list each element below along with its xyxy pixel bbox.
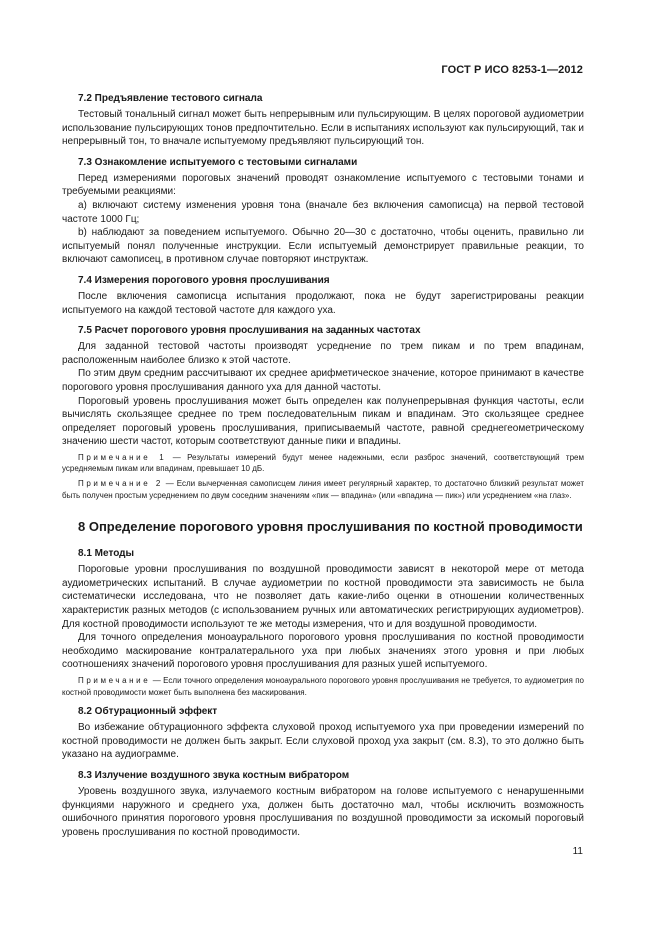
paragraph: Для точного определения моноаурального порогового уровня прослушивания по костной проводимости необходимо маскирование контралатерального уха при любых значениях этого уровня и при любых соотношениях значений порогового уровня прослушивания для разных ушей испытуемого. — [62, 632, 584, 671]
heading-8: 8 Определение порогового уровня прослушивания по костной проводимости — [78, 519, 583, 535]
note-2 — [62, 478, 584, 501]
note-text: — Если вычерченная самописцем линия имеет регулярный характер, то достаточно близкий результат может быть получен простым усреднением по двум соседним значениям «пик — впадина» (или «впадина — пик») или усреднением «на глаз». — [62, 479, 584, 500]
heading-7-4: 7.4 Измерения порогового уровня прослушивания — [78, 274, 330, 286]
list-item-a: a) включают систему изменения уровня тона (вначале без включения самописца) на первой тестовой частоте 1000 Гц; — [62, 199, 584, 225]
paragraph: По этим двум средним рассчитывают их среднее арифметическое значение, которое принимают в качестве порогового уровня прослушивания данного уха для данной частоты. — [62, 368, 584, 393]
note-1 — [62, 452, 584, 475]
heading-7-5: 7.5 Расчет порогового уровня прослушивания на заданных частотах — [78, 325, 421, 337]
paragraph: Пороговые уровни прослушивания по воздушной проводимости зависят в некоторой мере от метода аудиометрических испытаний. В случае аудиометрии по костной проводимости эта зависимость не была систематически исследована, что не позволяет дать какие-либо оценки в отношении количественных характеристик разных методов (с использованием ручных или автоматических регистрирующих аудиометров). Для костной проводимости используют те же методы измерения, что и для воздушной проводимости. — [62, 564, 584, 630]
paragraph: Для заданной тестовой частоты производят усреднение по трем пикам и по трем впадинам, расположенным наиболее близко к этой частоте. — [62, 341, 584, 366]
heading-7-2: 7.2 Предъявление тестового сигнала — [78, 93, 263, 104]
note-text: — Результаты измерений будут менее надежными, если разброс значений, соответствующий трем усредняемым пикам или впадинам, превышает 10 дБ. — [62, 452, 584, 474]
paragraph: Пороговый уровень прослушивания может быть определен как полунепрерывная функция частоты, если вычислять скользящее среднее по трем последовательным пикам и впадинам. Это скользящее среднее определяет пороговый уровень прослушивания, приписываемый частоте, равной среднегеометрическому значению шести частот, которым соответствуют данные пики и впадины. — [62, 395, 584, 448]
standard-id: ГОСТ Р ИСО 8253-1—2012 — [441, 64, 583, 76]
heading-8-2: 8.2 Обтурационный эффект — [78, 706, 218, 718]
heading-8-3: 8.3 Излучение воздушного звука костным вибратором — [78, 769, 350, 781]
paragraph: Уровень воздушного звука, излучаемого костным вибратором на голове испытуемого с ненарушенными функциями наружного и среднего уха, должен быть достаточно мал, чтобы исключить возможность ошибочного принятия порогового уровня прослушивания по воздушной проводимости за искомый пороговый уровень прослушивания по костной проводимости. — [62, 785, 584, 838]
note — [62, 675, 584, 698]
paragraph: Перед измерениями пороговых значений проводят ознакомление испытуемого с тестовыми тонами и требуемыми реакциями: — [62, 172, 584, 198]
paragraph: Тестовый тональный сигнал может быть непрерывным или пульсирующим. В целях пороговой аудиометрии использование пульсирующих тонов предпочтительно. Если в испытаниях используют как пульсирующий, так и непрерывный тон, то вначале испытуемому предъявляют пульсирующий тон. — [62, 109, 584, 148]
note-label: Примечание 2 — [78, 479, 163, 489]
page-number: 11 — [572, 846, 583, 857]
heading-7-3: 7.3 Ознакомление испытуемого с тестовыми сигналами — [78, 156, 358, 168]
list-item-b: b) наблюдают за поведением испытуемого. Обычно 20—30 с достаточно, чтобы оценить, правильно ли испытуемый понял полученные инструкции. Если испытуемый демонстрирует правильные реакции, то включают самописец, в противном случае повторяют инструктаж. — [62, 227, 584, 266]
document-body — [62, 92, 584, 839]
note-label: Примечание — [78, 676, 151, 685]
paragraph: После включения самописца испытания продолжают, пока не будут зарегистрированы реакции испытуемого на каждой тестовой частоте для каждого уха. — [62, 290, 584, 316]
note-label: Примечание 1 — [78, 452, 167, 462]
heading-8-1: 8.1 Методы — [78, 548, 135, 560]
note-text: — Если точного определения моноаурального порогового уровня прослушивания не требуется, то аудиометрия по костной проводимости может быть выполнена без маскирования. — [62, 676, 584, 697]
paragraph: Во избежание обтурационного эффекта слуховой проход испытуемого уха при проведении измерений по костной проводимости не должен быть закрыт. Если слуховой проход уха закрыт (см. 8.3), то это должно быть указано на аудиограмме. — [62, 722, 584, 761]
